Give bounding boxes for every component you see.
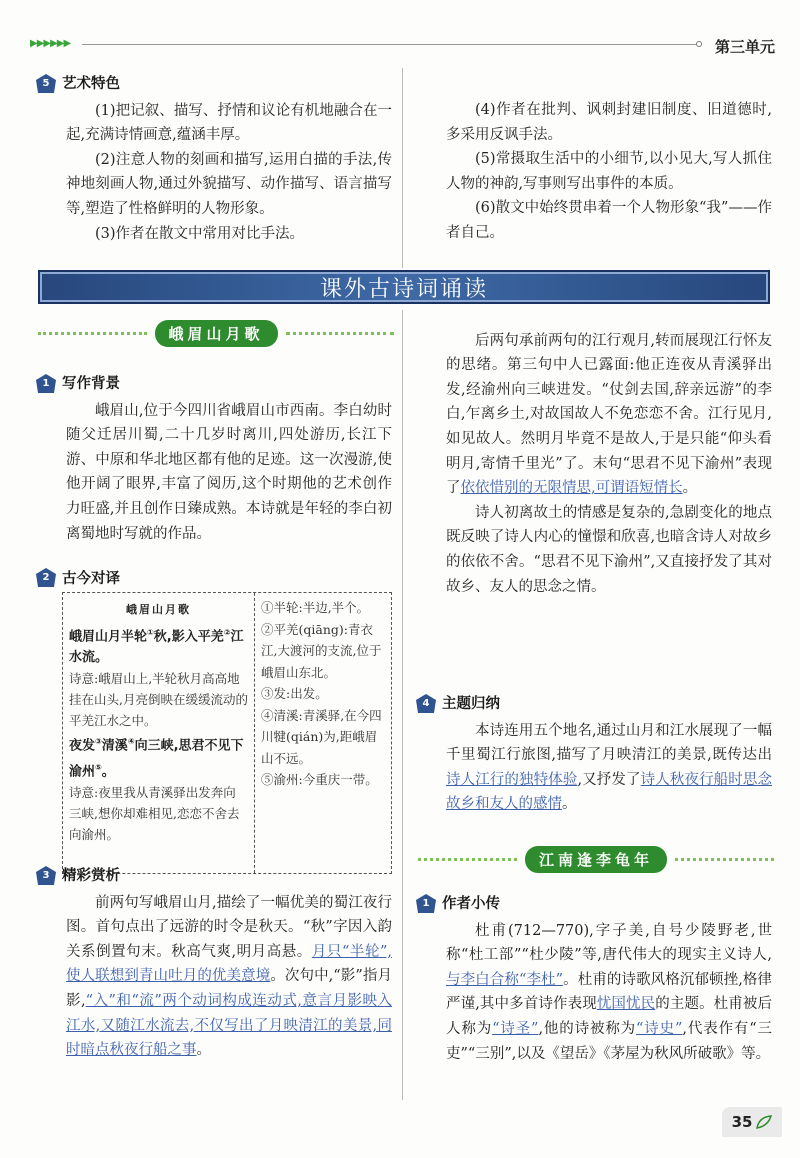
unit-title: 第三单元 — [715, 38, 776, 56]
table-title: 峨眉山月歌 — [126, 603, 191, 616]
background-heading: 1 写作背景 — [36, 372, 392, 397]
header-rule — [30, 38, 700, 52]
number-badge-icon: 1 — [416, 894, 436, 914]
column-divider — [402, 310, 403, 1100]
note: ③发:出发。 — [261, 686, 328, 701]
paragraph: (4)作者在批判、讽刺封建旧制度、旧道德时,多采用反讽手法。 — [446, 102, 772, 143]
number-badge-icon: 1 — [36, 374, 56, 394]
number-badge-icon: 3 — [36, 866, 56, 886]
poem-title: 峨眉山月歌 — [155, 320, 278, 347]
note: ④清溪:青溪驿,在今四川犍(qián)为,距峨眉山不远。 — [261, 707, 382, 766]
appreciation-continued — [446, 330, 772, 730]
paragraph: (1)把记叙、描写、抒情和议论有机地融合在一起,充满诗情画意,蕴涵丰厚。 — [66, 102, 392, 144]
appreciation-heading: 3 精彩赏析 — [36, 864, 392, 889]
art-section-left — [42, 72, 392, 246]
number-badge-icon: 5 — [36, 74, 56, 94]
paragraph: 诗人初离故土的情感是复杂的,急剧变化的地点既反映了诗人内心的憧憬和欣喜,也暗含诗人对故乡的依依不舍。“思君不见下渝州”,又直接抒发了其对故乡、友人的思念之情。 — [446, 504, 772, 595]
number-badge-icon: 2 — [36, 568, 56, 588]
note: ②平羌(qiāng):青衣江,大渡河的支流,位于峨眉山东北。 — [261, 621, 382, 680]
theme-section — [422, 692, 773, 817]
paragraph: (2)注意人物的刻画和描写,运用白描的手法,传神地刻画人物,通过外貌描写、动作描写、语言描写等,塑造了性格鲜明的人物形象。 — [66, 151, 392, 217]
paragraph: 杜甫(712—770),字子美,自号少陵野老,世称“杜工部”“杜少陵”等,唐代伟大的现实主义诗人,与李白合称“李杜”。杜甫的诗歌风格沉郁顿挫,格律严谨,其中多首诗作表现忧国忧民的主题。杜甫被后人称为“诗圣”,他的诗被称为“诗史”,代表作有“三吏”“三别”,以及《望岳》《茅屋为秋风所破歌》等。 — [446, 922, 773, 1062]
paragraph: (3)作者在散文中常用对比手法。 — [95, 225, 305, 242]
paragraph: (5)常摄取生活中的小细节,以小见大,写人抓住人物的神韵,写事则写出事件的本质。 — [446, 151, 772, 192]
section-title: 艺术特色 — [62, 76, 120, 92]
background-section — [42, 372, 392, 546]
art-section-right — [446, 98, 772, 246]
note: ①半轮:半边,半个。 — [261, 600, 370, 615]
poem-title-bar — [38, 320, 394, 347]
leaf-icon — [756, 1115, 772, 1129]
poem-line: 夜发③清溪④向三峡,思君不见下渝州⑤。 — [69, 737, 244, 779]
column-divider — [402, 68, 403, 268]
paragraph: 前两句写峨眉山月,描绘了一幅优美的蜀江夜行图。首句点出了远游的时令是秋天。“秋”字因入韵关系倒置句末。秋高气爽,明月高悬。月只“半轮”,使人联想到青山吐月的优美意境。次句中,“影”指月影,“入”和“流”两个动词构成连动式,意言月影映入江水,又随江水流去,不仅写出了月映清江的美景,同时暗点秋夜行船之事。 — [66, 894, 393, 1059]
author-heading: 1 作者小传 — [416, 892, 772, 917]
section-banner: 课外古诗词诵读 — [38, 270, 770, 304]
number-badge-icon: 4 — [416, 694, 436, 714]
paragraph: (6)散文中始终贯串着一个人物形象“我”——作者自己。 — [446, 200, 772, 241]
paragraph: 后两句承前两句的江行观月,转而展现江行怀友的思绪。第三句中人已露面:他正连夜从青溪驿出发,经渝州向三峡进发。“仗剑去国,辞亲远游”的李白,乍离乡土,对故国故人不免恋恋不舍。江行见月,如见故人。然明月毕竟不是故人,于是只能“仰头看明月,寄情千里光”了。末句“思君不见下渝州”表现了依依惜别的无限情思,可谓语短情长。 — [446, 332, 772, 497]
art-heading — [36, 72, 392, 97]
poem-title: 江南逢李龟年 — [525, 846, 667, 873]
poem-line: 峨眉山月半轮①秋,影入平羌②江水流。 — [69, 628, 244, 666]
paragraph: 峨眉山,位于今四川省峨眉山市西南。李白幼时随父迁居川蜀,二十几岁时离川,四处游历,长江下游、中原和华北地区都有他的足迹。这一次漫游,使他开阔了眼界,丰富了阅历,这个时期他的艺术创作力旺盛,并且创作日臻成熟。本诗就是年轻的李白初离蜀地时写就的作品。 — [66, 402, 392, 542]
appreciation-section — [42, 864, 393, 1063]
paragraph: 本诗连用五个地名,通过山月和江水展现了一幅千里蜀江行旅图,描写了月映清江的美景,既传达出诗人江行的独特体验,又抒发了诗人秋夜行船时思念故乡和友人的感情。 — [446, 722, 773, 813]
translation-table — [62, 592, 392, 874]
page-number: 35 — [722, 1107, 782, 1137]
author-section — [422, 892, 773, 1066]
poem-translation: 诗意:峨眉山上,半轮秋月高高地挂在山头,月亮倒映在缓缓流动的平羌江水之中。 — [69, 671, 248, 729]
poem-translation: 诗意:夜里我从青溪驿出发奔向三峡,想你却难相见,恋恋不舍去向渝州。 — [69, 784, 240, 842]
notes — [255, 593, 391, 873]
arrow-decoration: ▶▶▶▶▶▶ — [30, 38, 71, 49]
poem-title-bar — [418, 846, 774, 873]
translation-heading: 2 古今对译 — [36, 567, 120, 588]
theme-heading: 4 主题归纳 — [416, 692, 772, 717]
note: ⑤渝州:今重庆一带。 — [261, 772, 378, 787]
